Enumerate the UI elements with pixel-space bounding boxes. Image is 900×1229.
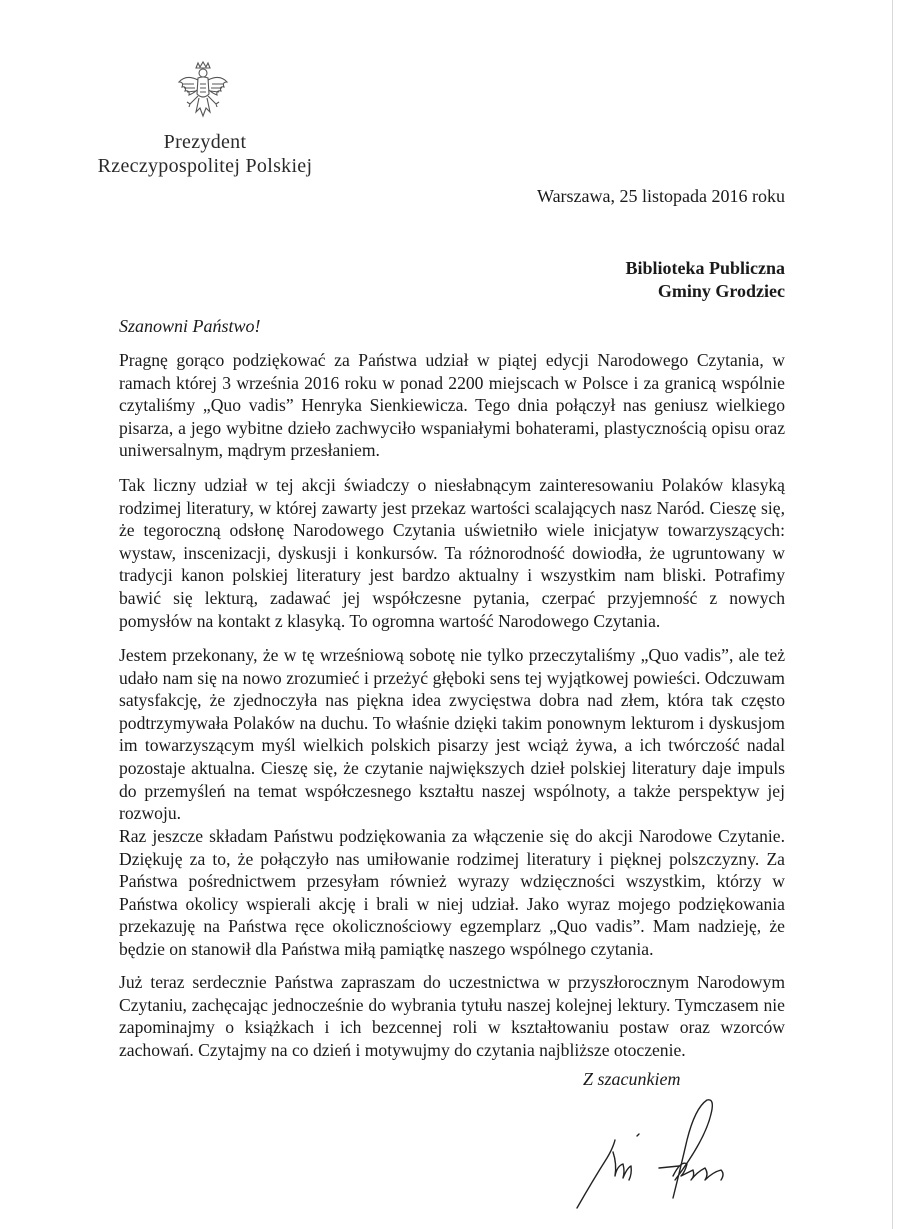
recipient-line2: Gminy Grodziec [657,281,785,301]
body-paragraph-3: Jestem przekonany, że w tę wrześniową sobotę nie tylko przeczytaliśmy „Quo vadis”, ale też udało nam się na nowo zrozumieć i przeżyć głęboki sens tej wyjątkowej powieści. Odczuwam satysfakcję, że zjednoczyła nas piękna idea zwycięstwa dobra nad złem, która tak często podtrzymywała Polaków na duchu. To właśnie dzięki takim ponownym lekturom i dyskusjom im towarzyszącym myśl wielkich polskich pisarzy jest wciąż żywa, a ich twórczość nadal pozostaje aktualna. Cieszę się, że czytanie największych dzieł polskiej literatury daje impuls do przemyśleń na temat współczesnego kształtu naszej wspólnoty, a także perspektyw jej rozwoju. [119,645,785,824]
salutation: Szanowni Państwo! [119,316,261,336]
sender-title-line2: Rzeczypospolitej Polskiej [97,155,313,177]
body-paragraph-4: Raz jeszcze składam Państwu podziękowania za włączenie się do akcji Narodowe Czytanie. Dziękuję za to, że połączyło nas umiłowanie rodzimej literatury i pięknej polszczyzny. Za Państwa pośrednictwem przesyłam również wyrazy wdzięczności wszystkim, którzy w Państwa okolicy wspierali akcję i brali w niej udział. Jako wyraz mojego podziękowania przekazuję na Państwa ręce okolicznościowy egzemplarz „Quo vadis”. Mam nadzieję, że będzie on stanowił dla Państwa miłą pamiątkę naszego wspólnego czytania. [119,826,785,959]
closing-phrase: Z szacunkiem [583,1069,681,1089]
sender-title-line1: Prezydent [163,131,247,153]
body-paragraph-1: Pragnę gorąco podziękować za Państwa udział w piątej edycji Narodowego Czytania, w ramach której 3 września 2016 roku w ponad 2200 miejscach w Polsce i za granicą wspólnie czytaliśmy „Quo vadis” Henryka Sienkiewicza. Tego dnia połączył nas geniusz wielkiego pisarza, a jego wybitne dzieło zachwyciło wspaniałymi bohaterami, plastycznością opisu oraz uniwersalnym, mądrym przesłaniem. [119,350,785,461]
recipient-block [625,257,785,303]
recipient-line1: Biblioteka Publiczna [625,258,785,278]
letter-date: Warszawa, 25 listopada 2016 roku [537,186,785,206]
sender-heading [90,130,320,178]
page-edge-divider [892,0,893,1229]
eagle-emblem-icon [176,60,230,122]
body-paragraph-2: Tak liczny udział w tej akcji świadczy o niesłabnącym zainteresowaniu Polaków klasyką rodzimej literatury, w której zawarty jest przekaz wartości scalających nasz Naród. Cieszę się, że tegoroczną odsłonę Narodowego Czytania uświetniło wiele inicjatyw towarzyszących: wystaw, inscenizacji, dyskusji i konkursów. Ta różnorodność dowiodła, że ugruntowany w tradycji kanon polskiej literatury jest bardzo aktualny i wszystkim nam bliski. Potrafimy bawić się lekturą, zadawać jej współczesne pytania, czerpać przyjemność z nowych pomysłów na kontakt z klasyką. To ogromna wartość Narodowego Czytania. [119,475,785,631]
body-paragraph-5: Już teraz serdecznie Państwa zapraszam do uczestnictwa w przyszłorocznym Narodowym Czytaniu, zachęcając jednocześnie do wybrania tytułu naszej kolejnej lektury. Tymczasem nie zapominajmy o książkach i ich bezcennej roli w kształtowaniu postaw oraz wzorców zachowań. Czytajmy na co dzień i motywujmy do czytania najbliższe otoczenie. [119,972,785,1060]
signature-image [555,1080,755,1215]
